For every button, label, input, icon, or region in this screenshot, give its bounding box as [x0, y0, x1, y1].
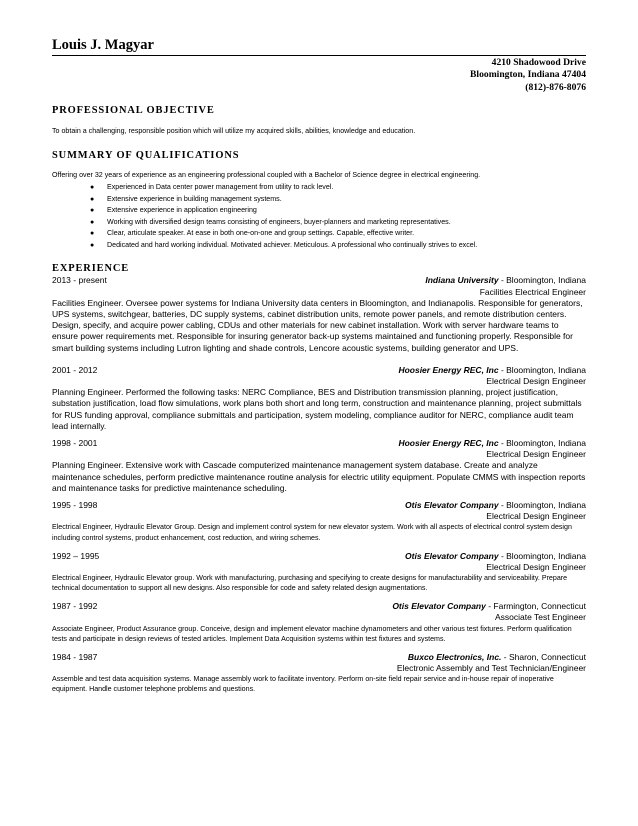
job-description: Associate Engineer, Product Assurance group. Conceive, design and implement elevator machine dynamometers and other various test fixtures. Perform qualification tests and participate in design reviews of tested articles. Implement Data Acquisition systems within test fixtures and systems.: [52, 624, 572, 643]
job-entry: [52, 652, 586, 695]
qualification-item: ● Working with diversified design teams consisting of engineers, buyer-planners and marketing representatives.: [90, 217, 586, 229]
job-title: Associate Test Engineer: [494, 612, 586, 623]
job-description: Electrical Engineer, Hydraulic Elevator group. Work with manufacturing, purchasing and specifying to create designs for manufacturability and serviceability. Prepare technical documentation to support all new designs. Also responsible for code and safety related design augmentations.: [52, 574, 568, 593]
bullet-icon: ●: [90, 195, 95, 203]
objective-text: To obtain a challenging, responsible position which will utilize my acquired skills, abilities, knowledge and education.: [52, 127, 416, 136]
company-location: - Bloomington, Indiana: [498, 500, 586, 511]
job-title: Electrical Design Engineer: [486, 511, 586, 522]
address-line-2: Bloomington, Indiana 47404: [470, 69, 586, 81]
job-entry: [52, 275, 586, 353]
bullet-icon: ●: [90, 230, 95, 238]
bullet-icon: ●: [90, 207, 95, 215]
company-name: Otis Elevator Company: [405, 500, 499, 511]
qualification-item: ● Experienced in Data center power management from utility to rack level.: [90, 182, 586, 194]
qualification-item: ● Clear, articulate speaker. At ease in both one-on-one and group settings. Capable, effective writer.: [90, 228, 586, 240]
job-employer: [398, 438, 586, 449]
header-rule: [52, 55, 586, 56]
job-entry: [52, 500, 586, 543]
job-dates: 2013 - present: [52, 275, 107, 286]
job-employer: [408, 652, 586, 663]
company-location: - Bloomington, Indiana: [498, 275, 586, 286]
job-dates: 2001 - 2012: [52, 364, 98, 375]
job-employer: [425, 275, 586, 286]
job-description: Assemble and test data acquisition systems. Manage assembly work to facilitate inventory. Perform on-site field repair service and in-house repair of inoperative equipment. Handle customer telephone problems and questions.: [52, 675, 554, 694]
job-title: Facilities Electrical Engineer: [479, 286, 586, 297]
job-dates: 1992 – 1995: [52, 550, 100, 561]
bullet-icon: ●: [90, 241, 95, 249]
company-location: - Bloomington, Indiana: [498, 550, 586, 561]
job-employer: [405, 500, 586, 511]
job-title: Electrical Design Engineer: [486, 561, 586, 572]
company-name: Otis Elevator Company: [405, 550, 499, 561]
job-dates: 1984 - 1987: [52, 651, 98, 662]
company-name: Hoosier Energy REC, Inc: [398, 438, 499, 449]
job-entry: [52, 551, 586, 594]
address-line-1: 4210 Shadowood Drive: [491, 57, 586, 68]
company-location: - Bloomington, Indiana: [498, 438, 586, 449]
summary-heading: SUMMARY OF QUALIFICATIONS: [52, 150, 240, 162]
job-description: Planning Engineer. Extensive work with Cascade computerized maintenance management system database. Create and analyze maintenance schedules, perform predictive maintenance routine analysis for electric utility equipment. Populate CMMS with inspection reports and maintenance tasks for predictive maintenance scheduling.: [52, 460, 586, 493]
company-location: - Farmington, Connecticut: [485, 601, 586, 612]
contact-block: [52, 57, 586, 94]
bullet-icon: ●: [90, 184, 95, 192]
job-dates: 1987 - 1992: [52, 601, 98, 612]
company-name: Hoosier Energy REC, Inc: [398, 364, 499, 375]
qualification-item: ● Extensive experience in building management systems.: [90, 194, 586, 206]
job-dates: 1998 - 2001: [52, 438, 98, 449]
company-name: Otis Elevator Company: [392, 601, 486, 612]
company-location: - Sharon, Connecticut: [501, 651, 586, 662]
experience-heading: EXPERIENCE: [52, 263, 130, 275]
qualification-item: ● Extensive experience in application engineering: [90, 205, 586, 217]
qualification-list: [52, 182, 586, 251]
job-entry: [52, 438, 586, 494]
job-entry: [52, 601, 586, 644]
summary-intro: Offering over 32 years of experience as an engineering professional coupled with a Bachelor of Science degree in electrical engineering.: [52, 171, 481, 180]
phone-number: (812)-876-8076: [525, 81, 586, 93]
job-employer: [405, 551, 586, 562]
job-employer: [392, 601, 586, 612]
bullet-icon: ●: [90, 218, 95, 226]
job-entry: [52, 365, 586, 432]
job-description: Facilities Engineer. Oversee power systems for Indiana University data centers in Bloomington, and Indianapolis. Responsible for generators, UPS systems, switchgear, batteries, DC supply systems, cabinet distribution units, remote power panels, and remote distribution centers. Design, specify, and acquire power cabling, CDUs and other materials for new cabinet installation. Work with server hardware teams to ensure power requirements met. Responsible for insuring generator back-up systems maintained and functioning properly. Responsible for smart building systems including Lutron lighting and shade controls, Lencore acoustic systems, building generator and UPS.: [52, 297, 583, 353]
job-title: Electronic Assembly and Test Technician/Engineer: [396, 663, 586, 674]
job-title: Electrical Design Engineer: [486, 449, 586, 460]
company-name: Indiana University: [425, 275, 499, 286]
resume-page: [52, 36, 586, 694]
job-description: Planning Engineer. Performed the following tasks: NERC Compliance, BES and Distribution transmission planning, project justification, substation justification, load flow simulations, work plans both short and long term, construction and maintenance planning, project submittals for RUS funding approval, compliance submittals and participation, system modeling, compliance auditor for NERC, compliance audit team lead internally.: [52, 387, 582, 431]
job-description: Electrical Engineer, Hydraulic Elevator Group. Design and implement control system for new elevator system. Work with all aspects of electrical control system design including control systems, product enhancement, cost reduction, and wiring schemes.: [52, 523, 572, 542]
candidate-name: Louis J. Magyar: [52, 37, 154, 53]
job-employer: [398, 365, 586, 376]
job-dates: 1995 - 1998: [52, 500, 98, 511]
company-name: Buxco Electronics, Inc.: [407, 651, 502, 662]
company-location: - Bloomington, Indiana: [498, 364, 586, 375]
job-title: Electrical Design Engineer: [486, 376, 586, 387]
objective-heading: PROFESSIONAL OBJECTIVE: [52, 105, 215, 117]
qualification-item: ● Dedicated and hard working individual. Motivated achiever. Meticulous. A professional who continually strives to excel.: [90, 240, 586, 252]
